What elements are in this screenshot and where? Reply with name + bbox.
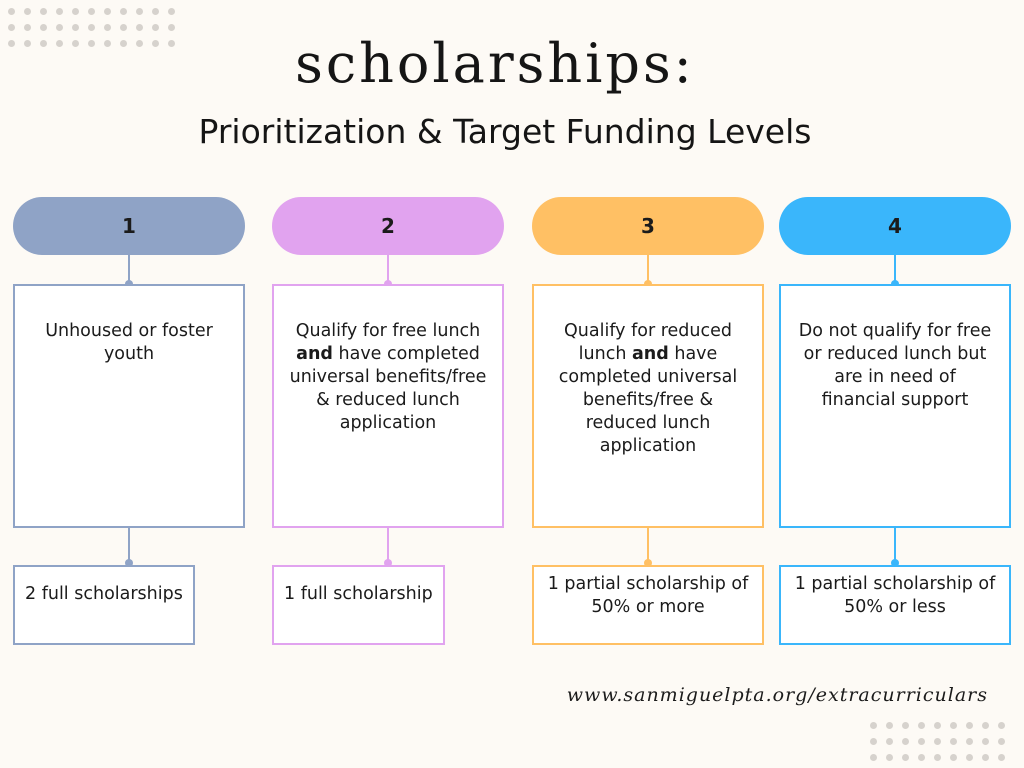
description-text: Do not qualify for free or reduced lunch but are in need of financial support (798, 321, 992, 410)
tier-award-4: 1 partial scholarship of 50% or less (779, 565, 1011, 645)
emphasis-and: and (632, 344, 669, 364)
tier-badge-1: 1 (13, 197, 245, 255)
tier-badge-3: 3 (532, 197, 764, 255)
tier-description-4 (779, 284, 1011, 528)
description-text: have completed universal benefits/free & reduced lunch application (558, 344, 738, 456)
description-text: Unhoused or foster youth (45, 321, 213, 364)
description-text: have completed universal benefits/free & reduced lunch application (289, 344, 487, 433)
tier-award-3: 1 partial scholarship of 50% or more (532, 565, 764, 645)
page-title: scholarships: (295, 32, 695, 95)
tier-badge-4: 4 (779, 197, 1011, 255)
tier-award-2: 1 full scholarship (272, 565, 445, 645)
tier-column-1 (13, 0, 245, 768)
tier-description-3 (532, 284, 764, 528)
tier-description-2 (272, 284, 504, 528)
description-text: Qualify for reduced lunch (564, 321, 732, 364)
tier-description-1 (13, 284, 245, 528)
tier-award-1: 2 full scholarships (13, 565, 195, 645)
emphasis-and: and (296, 344, 333, 364)
tier-column-2 (272, 0, 504, 768)
tier-badge-2: 2 (272, 197, 504, 255)
page-subtitle: Prioritization & Target Funding Levels (198, 112, 812, 151)
tier-column-3 (532, 0, 764, 768)
footer-url: www.sanmiguelpta.org/extracurriculars (566, 684, 988, 706)
tier-column-4 (779, 0, 1011, 768)
description-text: Qualify for free lunch (295, 321, 481, 341)
